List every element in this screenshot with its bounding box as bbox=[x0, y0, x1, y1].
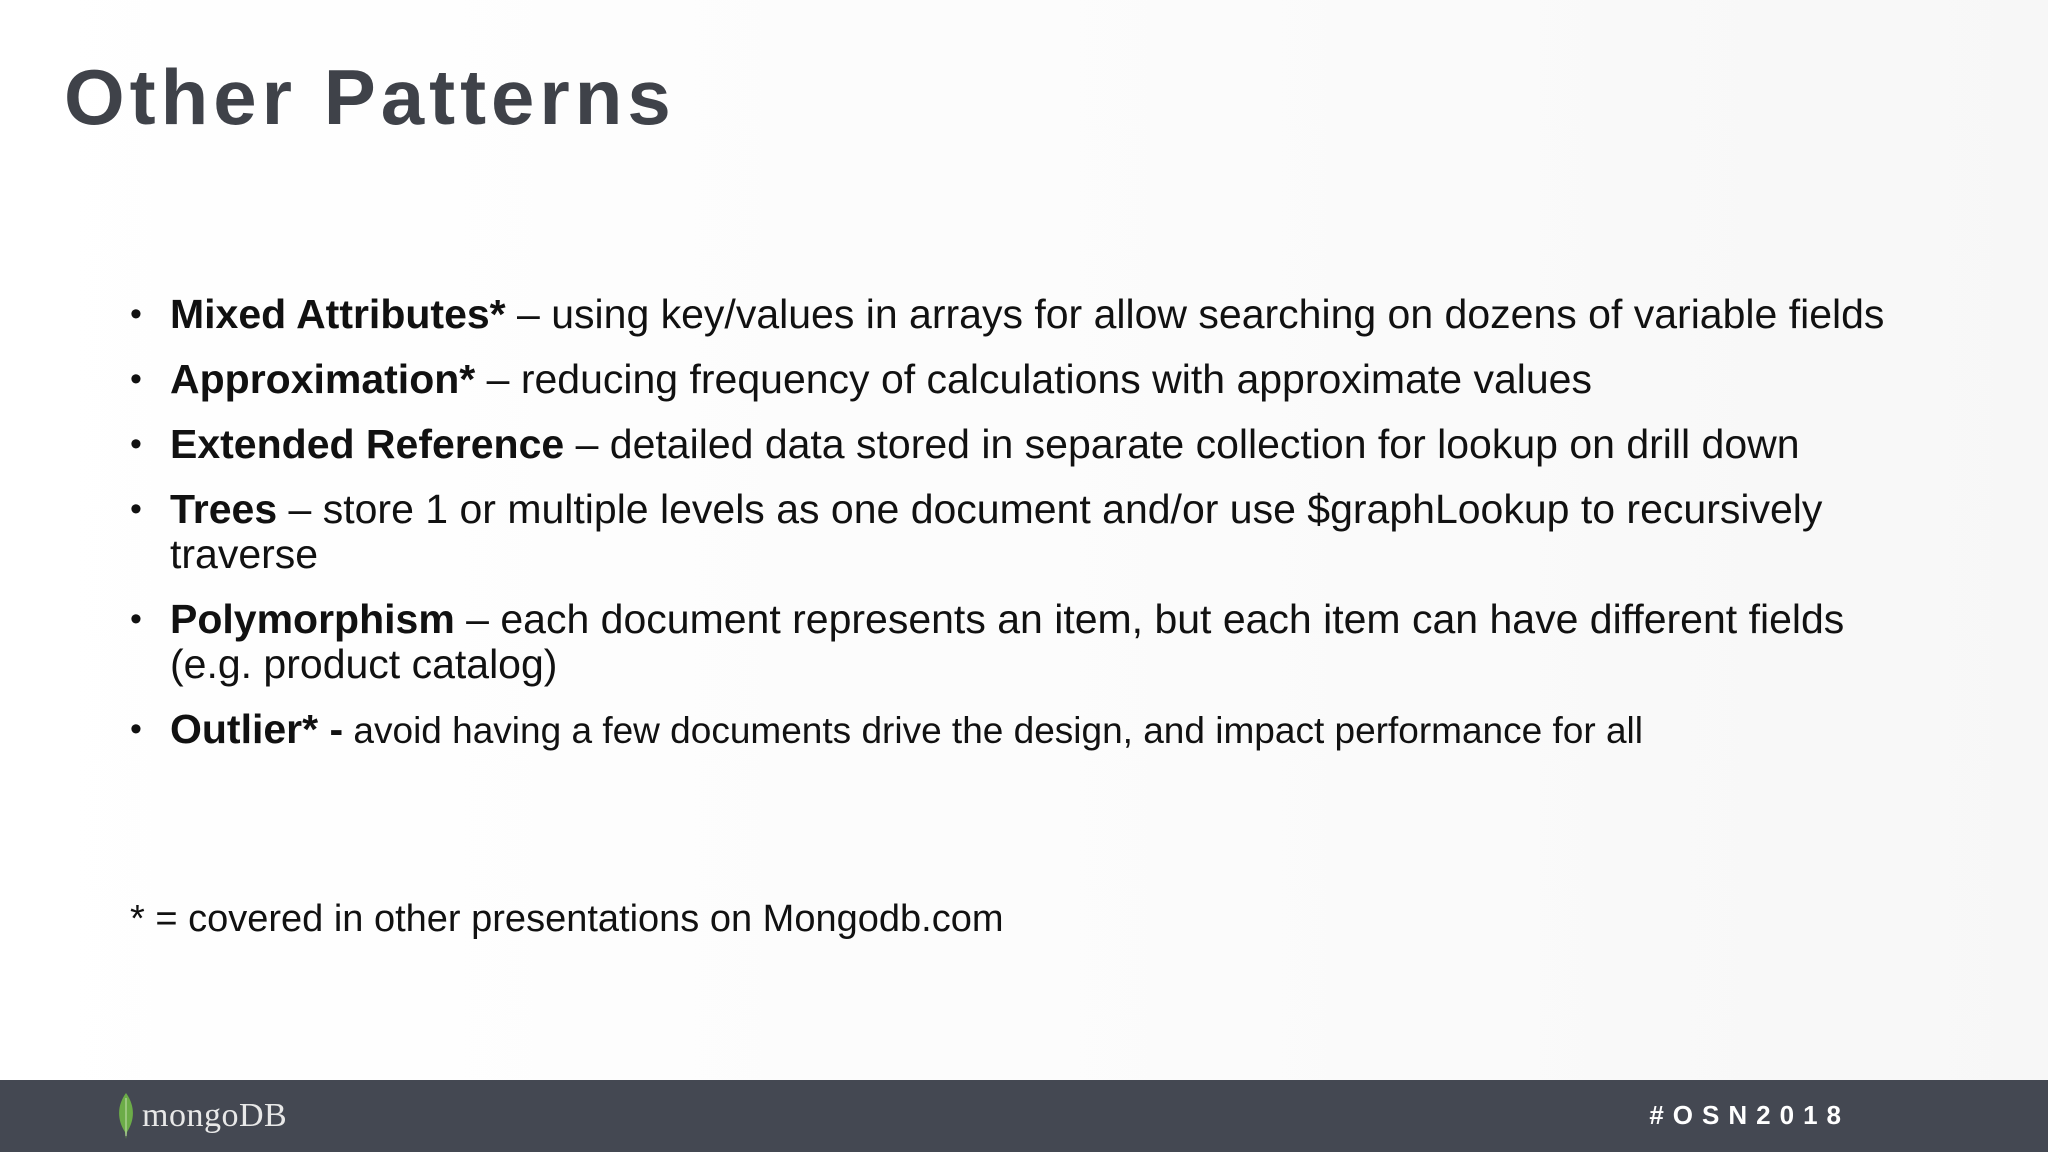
bullet-item bbox=[130, 487, 1930, 577]
bullet-description: – store 1 or multiple levels as one document and/or use $graphLookup to recursively traverse bbox=[170, 486, 1823, 577]
logo-text: mongoDB bbox=[142, 1097, 288, 1134]
bullet-term: Trees bbox=[170, 486, 278, 532]
bullet-description: – each document represents an item, but each item can have different fields (e.g. product catalog) bbox=[170, 596, 1845, 687]
bullet-term: Extended Reference bbox=[170, 421, 565, 467]
bullet-marker: • bbox=[130, 600, 142, 638]
footnote: * = covered in other presentations on Mongodb.com bbox=[130, 898, 1004, 940]
bullet-marker: • bbox=[130, 425, 142, 463]
bullet-description: – using key/values in arrays for allow searching on dozens of variable fields bbox=[505, 291, 1885, 337]
bullet-item bbox=[130, 597, 1930, 687]
bullet-description: avoid having a few documents drive the design, and impact performance for all bbox=[343, 710, 1643, 751]
bullet-description: – reducing frequency of calculations with approximate values bbox=[475, 356, 1592, 402]
bullet-marker: • bbox=[130, 360, 142, 398]
bullet-term: Approximation* bbox=[170, 356, 476, 402]
bullet-list bbox=[130, 292, 1930, 773]
bullet-marker: • bbox=[130, 490, 142, 528]
leaf-icon bbox=[114, 1092, 138, 1140]
bullet-term: Polymorphism bbox=[170, 596, 455, 642]
mongodb-logo bbox=[114, 1090, 287, 1142]
slide-title: Other Patterns bbox=[64, 53, 676, 141]
footer-bar bbox=[0, 1080, 2048, 1152]
bullet-description: – detailed data stored in separate collection for lookup on drill down bbox=[564, 421, 1800, 467]
event-hashtag: #OSN2018 bbox=[1649, 1100, 1850, 1130]
bullet-marker: • bbox=[130, 710, 142, 748]
bullet-item bbox=[130, 357, 1930, 402]
bullet-marker: • bbox=[130, 295, 142, 333]
bullet-term: Outlier* - bbox=[170, 706, 344, 752]
bullet-item bbox=[130, 422, 1930, 467]
bullet-term: Mixed Attributes* bbox=[170, 291, 506, 337]
bullet-item bbox=[130, 707, 1930, 753]
bullet-item bbox=[130, 292, 1930, 337]
